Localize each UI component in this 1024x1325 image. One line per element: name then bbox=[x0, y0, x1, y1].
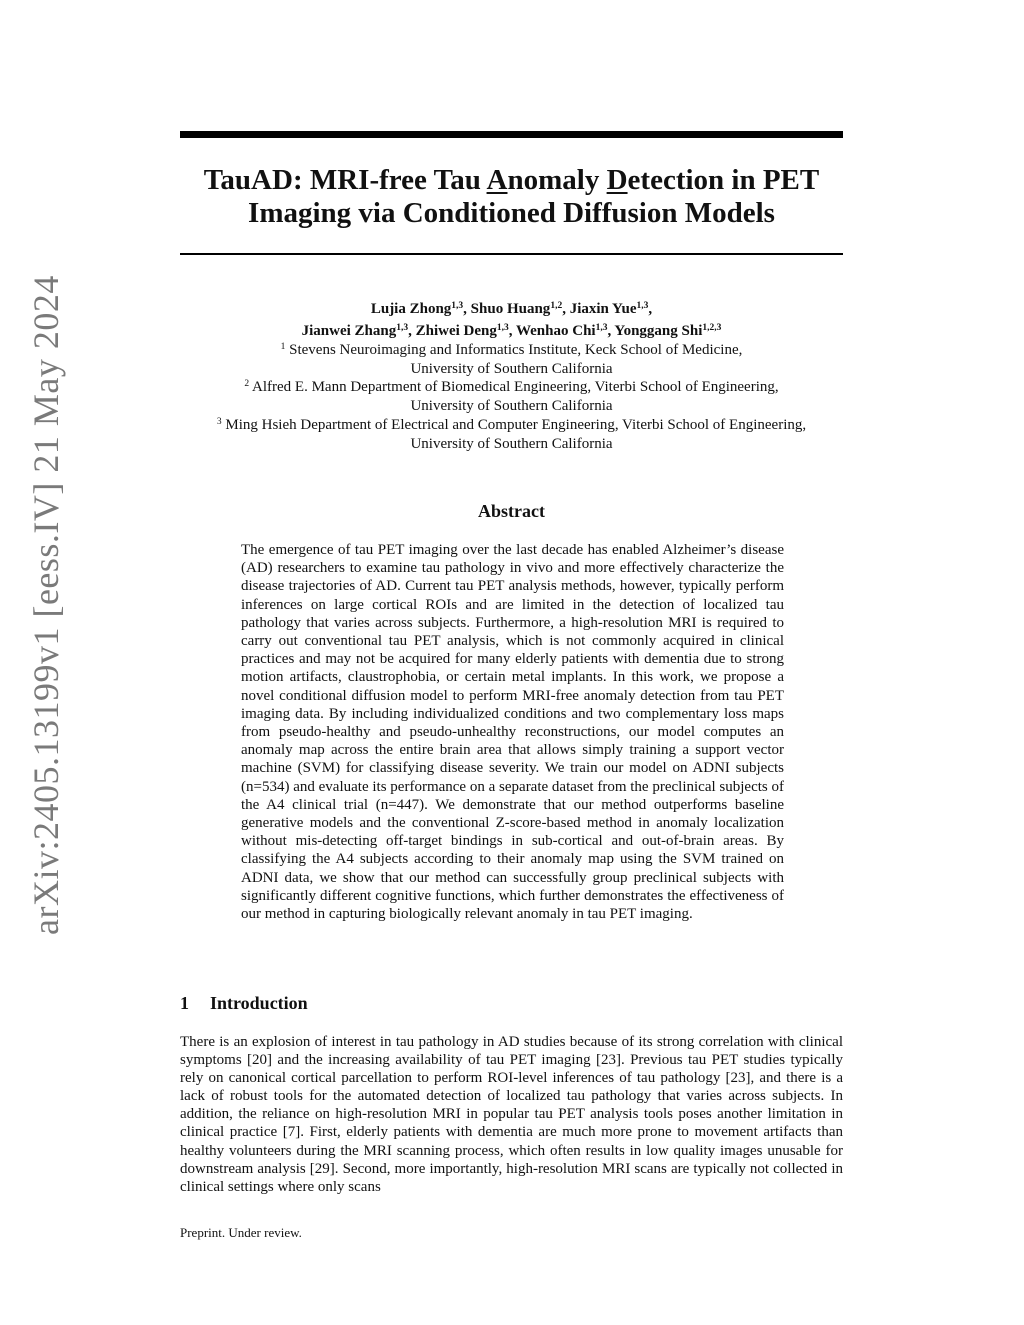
affiliation-university: University of Southern California bbox=[410, 435, 613, 452]
author-name: Shuo Huang bbox=[470, 301, 551, 317]
title-underlined-d: D bbox=[606, 164, 628, 196]
footer-note: Preprint. Under review. bbox=[180, 1225, 302, 1240]
author-name: Zhiwei Deng bbox=[415, 323, 497, 339]
author-affiliation: 1,3 bbox=[451, 301, 464, 311]
affiliation-university: University of Southern California bbox=[410, 398, 613, 415]
introduction-body: There is an explosion of interest in tau pathology in AD studies because of its strong correlation with clinical symptoms [20] and the increasing availability of tau PET imaging [23]. Previous tau PET studies typically rely on canonical cortical parcellation to perform ROI-level inferences of tau pathology [23], and there is a lack of robust tools for the automated detection of localized tau pathology that varies across subjects. In addition, the reliance on high-resolution MRI in popular tau PET analysis tools poses another limitation in clinical practice [7]. First, elderly patients with dementia are much more prone to movement artifacts than healthy volunteers during the MRI scanning process, which often results in low quality images unusable for downstream analysis [29]. Second, more importantly, high-resolution MRI scans are typically not collected in clinical settings where only scans bbox=[180, 1034, 843, 1195]
title-bottom-rule bbox=[180, 253, 843, 255]
title-part-1: TauAD: MRI-free Tau bbox=[203, 164, 487, 196]
author-affiliation: 1,2,3 bbox=[702, 323, 722, 333]
affiliation-line: Ming Hsieh Department of Electrical and Computer Engineering, Viterbi School of Engineering, bbox=[225, 416, 807, 433]
author-name: Jianwei Zhang bbox=[301, 323, 397, 339]
paper-title bbox=[150, 164, 873, 230]
author-name: Wenhao Chi bbox=[515, 323, 596, 339]
author-name: Lujia Zhong bbox=[370, 301, 452, 317]
section-heading bbox=[180, 993, 308, 1014]
author-affiliation: 1,3 bbox=[636, 301, 649, 311]
affiliation-university: University of Southern California bbox=[410, 360, 613, 377]
author-list: Lujia Zhong$^{1,3}$, Shuo Huang$^{1,2}$, Jiaxin Yue$^{1,3}$, Jianwei Zhang$^{1,3}$, Zhiwei Deng$^{1,3}$, Wenhao Chi$^{1,3}$, Yonggang Shi$^{1,2,3}$ bbox=[301, 301, 722, 339]
title-top-rule bbox=[180, 131, 843, 138]
affiliation-line: Stevens Neuroimaging and Informatics Institute, Keck School of Medicine, bbox=[289, 342, 743, 358]
title-line-2: Imaging via Conditioned Diffusion Models bbox=[248, 197, 775, 229]
affiliation-number: 3 bbox=[216, 416, 222, 427]
author-affiliation: 1,3 bbox=[396, 323, 409, 333]
author-affiliation: 1,3 bbox=[595, 323, 608, 333]
author-affiliation: 1,2 bbox=[550, 301, 563, 311]
title-part-2: nomaly bbox=[507, 164, 607, 196]
author-name: Jiaxin Yue bbox=[569, 301, 637, 317]
abstract-heading: Abstract bbox=[478, 501, 545, 521]
affiliation-number: 1 bbox=[280, 342, 286, 352]
author-name: Yonggang Shi bbox=[614, 323, 703, 339]
affiliation bbox=[150, 378, 873, 397]
section-title: Introduction bbox=[210, 993, 308, 1013]
author-affiliation: 1,3 bbox=[496, 323, 509, 333]
affiliation-line: Alfred E. Mann Department of Biomedical Engineering, Viterbi School of Engineering, bbox=[252, 379, 779, 396]
affiliation bbox=[150, 416, 873, 435]
title-underlined-a: A bbox=[486, 164, 508, 196]
affiliation-number: 2 bbox=[244, 379, 250, 390]
abstract-body: The emergence of tau PET imaging over the last decade has enabled Alzheimer’s disease (AD) researchers to examine tau pathology in vivo and more effectively characterize the disease trajectories of AD. Current tau PET analysis methods, however, typically perform inferences on large cortical ROIs and are limited in the detection of localized tau pathology that varies across subjects. Furthermore, a high-resolution MRI is required to carry out conventional tau PET analysis, which is not commonly acquired in clinical practices and may not be acquired for many elderly patients with dementia due to strong motion artifacts, claustrophobia, or certain metal implants. In this work, we propose a novel conditional diffusion model to perform MRI-free anomaly detection from tau PET imaging data. By including individualized conditions and two complementary loss maps from pseudo-healthy and pseudo-unhealthy reconstructions, our model computes an anomaly map across the entire brain area that allows simply training a support vector machine (SVM) for classifying disease severity. We train our model on ADNI subjects (n=534) and evaluate its performance on a separate dataset from the preclinical subjects of the A4 clinical trial (n=447). We demonstrate that our method outperforms baseline generative models and the conventional Z-score-based method in anomaly localization without mis-detecting off-target bindings in sub-cortical and out-of-brain areas. By classifying the A4 subjects according to their anomaly map using the SVM trained on ADNI data, we show that our method can successfully group preclinical subjects with significantly different cognitive functions, which further demonstrates the effectiveness of our method in capturing biologically relevant anomaly in tau PET imaging. bbox=[241, 542, 784, 923]
affiliation bbox=[150, 341, 873, 360]
section-number: 1 bbox=[180, 993, 189, 1013]
title-part-3: etection in PET bbox=[627, 164, 820, 196]
affiliation-list bbox=[150, 341, 873, 453]
arxiv-identifier: arXiv:2405.13199v1 [eess.IV] 21 May 2024 bbox=[26, 275, 66, 935]
